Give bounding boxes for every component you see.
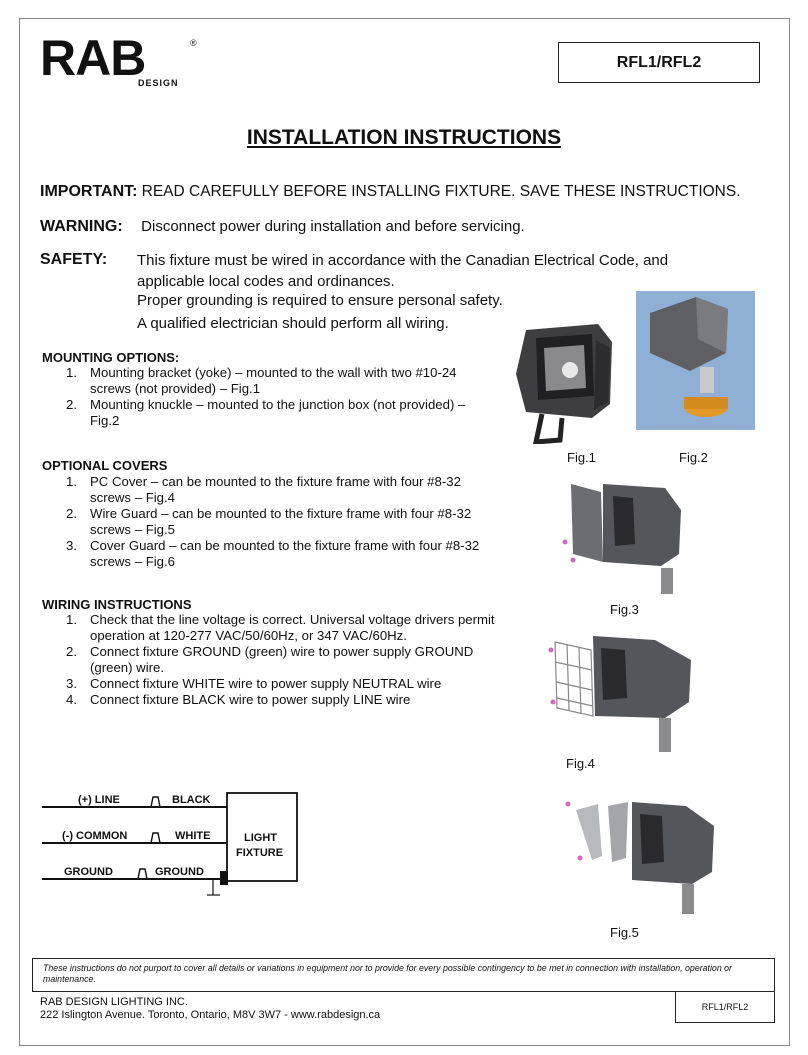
disclaimer-box: These instructions do not purport to cover all details or variations in equipment nor to provide for every possible contingency to be met in connection with installation, operation or maintenance. [32, 958, 775, 992]
fig2-label: Fig.2 [679, 450, 708, 465]
warning-row [40, 217, 525, 237]
fig1-fixture-image [512, 318, 618, 444]
wiring-title: WIRING INSTRUCTIONS [42, 597, 192, 612]
company-address: 222 Islington Avenue. Toronto, Ontario, M8V 3W7 - www.rabdesign.ca [40, 1009, 381, 1021]
logo-registered: ® [190, 38, 197, 48]
fig5-label: Fig.5 [610, 925, 639, 940]
diagram-fixture-label-2: FIXTURE [236, 847, 284, 859]
diagram-white-label: WHITE [175, 830, 211, 842]
important-text: READ CAREFULLY BEFORE INSTALLING FIXTURE. SAVE THESE INSTRUCTIONS. [141, 183, 741, 200]
list-item: 2. Mounting knuckle – mounted to the junction box (not provided) – Fig.2 [66, 397, 466, 428]
safety-label: SAFETY: [40, 251, 108, 268]
company-name: RAB DESIGN LIGHTING INC. [40, 996, 188, 1008]
warning-text: Disconnect power during installation and before servicing. [141, 218, 525, 235]
mounting-list [42, 365, 492, 429]
list-item: 1. Mounting bracket (yoke) – mounted to the wall with two #10-24 screws (not provided) – Fig.1 [66, 365, 457, 396]
wiring-list [42, 612, 497, 708]
fig4-wire-guard-image [545, 632, 693, 754]
fig3-label: Fig.3 [610, 602, 639, 617]
covers-list [42, 474, 492, 570]
list-item: 1. Check that the line voltage is correct. Universal voltage drivers permit operation at 120-277 VAC/50/60Hz, or 347 VAC/60Hz. [66, 612, 495, 643]
fig1-label: Fig.1 [567, 450, 596, 465]
fig5-cover-guard-image [562, 796, 716, 918]
ground-lug-icon [220, 871, 228, 885]
fig3-pc-cover-image [557, 474, 687, 596]
list-item: 3. Connect fixture WHITE wire to power supply NEUTRAL wire [66, 676, 442, 691]
warning-label: WARNING: [40, 218, 123, 235]
footer-model-box: RFL1/RFL2 [675, 991, 775, 1023]
mounting-title: MOUNTING OPTIONS: [42, 350, 180, 365]
covers-title: OPTIONAL COVERS [42, 458, 168, 473]
wire-nut-icon [151, 833, 160, 843]
fig4-label: Fig.4 [566, 756, 595, 771]
important-label: IMPORTANT: [40, 183, 138, 200]
logo-brand: RAB [40, 30, 146, 86]
safety-text-3: A qualified electrician should perform all wiring. [137, 315, 449, 332]
list-item: 2. Wire Guard – can be mounted to the fixture frame with four #8-32 screws – Fig.5 [66, 506, 472, 537]
diagram-ground-right-label: GROUND [155, 866, 204, 878]
wire-nut-icon [151, 797, 160, 807]
safety-text-1: This fixture must be wired in accordance with the Canadian Electrical Code, and applicable local codes and ordinances. [137, 252, 669, 290]
wiring-diagram [40, 783, 300, 898]
page-title: INSTALLATION INSTRUCTIONS [246, 126, 562, 149]
list-item: 1. PC Cover – can be mounted to the fixture frame with four #8-32 screws – Fig.4 [66, 474, 461, 505]
diagram-fixture-label-1: LIGHT [244, 832, 277, 844]
safety-text-2: Proper grounding is required to ensure personal safety. [137, 292, 503, 309]
fig2-knuckle-image [636, 291, 755, 430]
list-item: 4. Connect fixture BLACK wire to power supply LINE wire [66, 692, 411, 707]
list-item: 3. Cover Guard – can be mounted to the fixture frame with four #8-32 screws – Fig.6 [66, 538, 480, 569]
diagram-black-label: BLACK [172, 794, 211, 806]
diagram-ground-left-label: GROUND [64, 866, 113, 878]
model-box: RFL1/RFL2 [558, 42, 760, 83]
footer-company [40, 996, 380, 1022]
diagram-line-label: (+) LINE [78, 794, 120, 806]
logo-subtitle: DESIGN [138, 78, 179, 88]
important-row [40, 182, 741, 202]
diagram-common-label: (-) COMMON [62, 830, 128, 842]
wire-nut-icon [138, 869, 147, 879]
list-item: 2. Connect fixture GROUND (green) wire to power supply GROUND (green) wire. [66, 644, 474, 675]
